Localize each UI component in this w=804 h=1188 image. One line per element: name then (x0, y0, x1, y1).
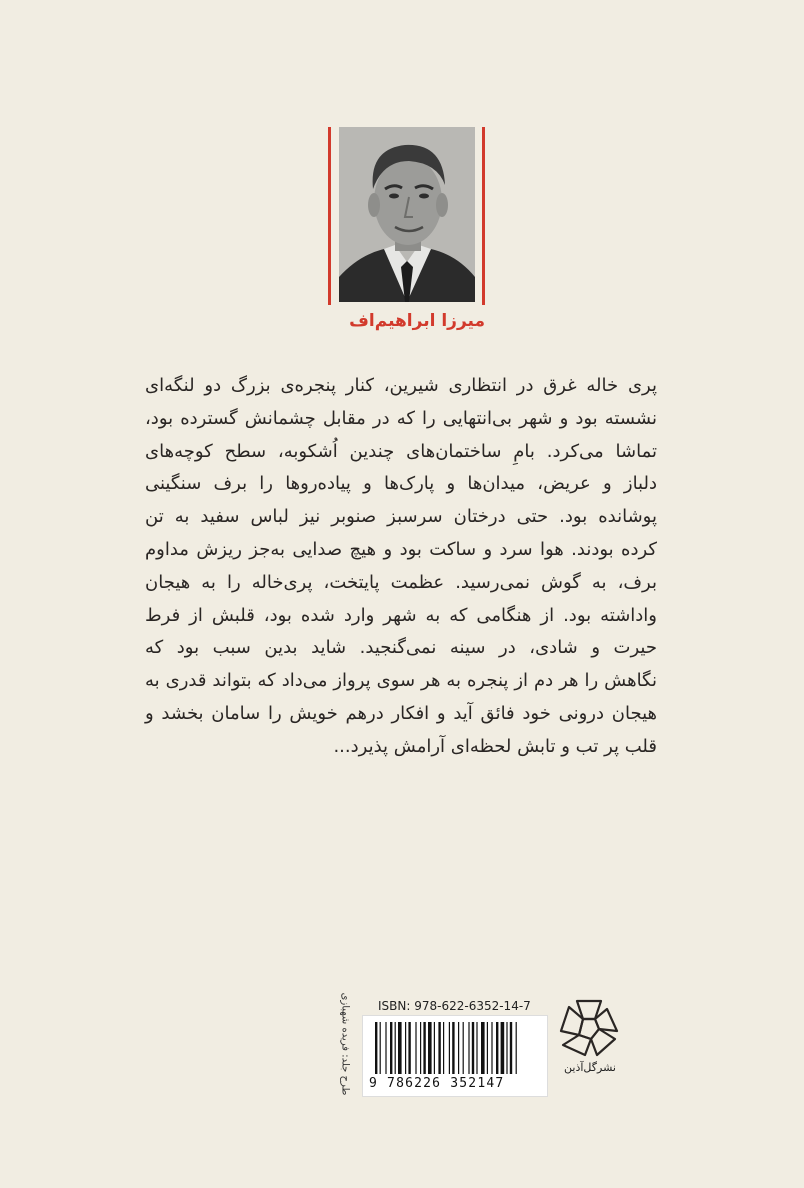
barcode-bars (375, 1022, 537, 1076)
barcode (362, 1015, 548, 1097)
barcode-bar (385, 1022, 386, 1074)
cover-design-credit (338, 988, 352, 1100)
blurb-line: حیرت و شادی، در سینه نمی‌گنجید. شاید بدین سبب بود که (145, 637, 657, 659)
barcode-bar (380, 1022, 381, 1074)
barcode-bar (510, 1022, 512, 1074)
barcode-bar (395, 1022, 396, 1074)
barcode-bar (434, 1022, 435, 1074)
author-name: میرزا ابراهیم‌اف (349, 311, 485, 331)
barcode-bar (449, 1022, 450, 1074)
blurb-line: قلب پر تب و تابش لحظه‌ای آرامش پذیرد... (333, 735, 657, 757)
blurb-line: تماشا می‌کرد. بامِ ساختمان‌های چندین اُشکوبه، سطح کوچه‌های (145, 440, 657, 462)
publisher-name: نشرگل‌آذین (564, 1061, 616, 1074)
barcode-bar (408, 1022, 410, 1074)
blurb-line: هیجان درونی خود فائق آید و افکار درهم خویش را سامان بخشد و (145, 702, 657, 724)
barcode-bar (468, 1022, 469, 1074)
barcode-bar (496, 1022, 498, 1074)
barcode-bar (472, 1022, 474, 1074)
blurb-line: دلباز و عریض، میدان‌ها و پارک‌ها و پیاده‌روها را برف سنگینی (145, 473, 657, 495)
barcode-bar (423, 1022, 425, 1074)
barcode-bar (491, 1022, 492, 1074)
blurb-line: واداشته بود. از هنگامی که به شهر وارد شده بود، قلبش از فرط (145, 604, 657, 626)
barcode-bar (415, 1022, 416, 1074)
blurb-line: نشسته بود و شهر بی‌انتهایی را که در مقابل چشمانش گسترده بود، (145, 407, 657, 429)
barcode-bar (420, 1022, 421, 1074)
back-cover-blurb (145, 370, 657, 764)
barcode-bar (438, 1022, 440, 1074)
barcode-bar (398, 1022, 402, 1074)
blurb-line: نگاهش را هر دم از پنجره به هر سوی پرواز می‌داد که بتواند قدری به (145, 670, 657, 692)
barcode-bar (428, 1022, 432, 1074)
barcode-bar (516, 1022, 517, 1074)
barcode-bar (458, 1022, 459, 1074)
barcode-digits: 9 786226 352147 (369, 1076, 505, 1091)
barcode-bar (501, 1022, 505, 1074)
blurb-line: پری خاله غرق در انتظاری شیرین، کنار پنجره‌ی بزرگ دو لنگه‌ای (145, 375, 657, 396)
barcode-bar (443, 1022, 444, 1074)
cover-design-credit-text: طرح جلد: فریده شهبازی (339, 992, 351, 1096)
barcode-bar (375, 1022, 377, 1074)
blurb-line: کرده بودند. هوا سرد و ساکت بود و هیچ صدایی به‌جز ریزش مداوم (145, 538, 657, 560)
publisher-logo-icon (557, 995, 621, 1059)
barcode-bar (452, 1022, 454, 1074)
barcode-bar (476, 1022, 477, 1074)
barcode-bar (487, 1022, 488, 1074)
barcode-bar (481, 1022, 485, 1074)
author-portrait (339, 127, 475, 302)
barcode-bar (463, 1022, 464, 1074)
blurb-line: برف، به گوش نمی‌رسید. عظمت پایتخت، پری‌خاله را به هیجان (145, 571, 657, 593)
isbn-label: ISBN: 978-622-6352-14-7 (378, 999, 531, 1013)
barcode-bar (390, 1022, 392, 1074)
blurb-line: پوشانده بود. حتی درختان سرسبز صنوبر نیز لباس سفید به تن (145, 506, 657, 528)
barcode-bar (405, 1022, 406, 1074)
barcode-bar (506, 1022, 507, 1074)
